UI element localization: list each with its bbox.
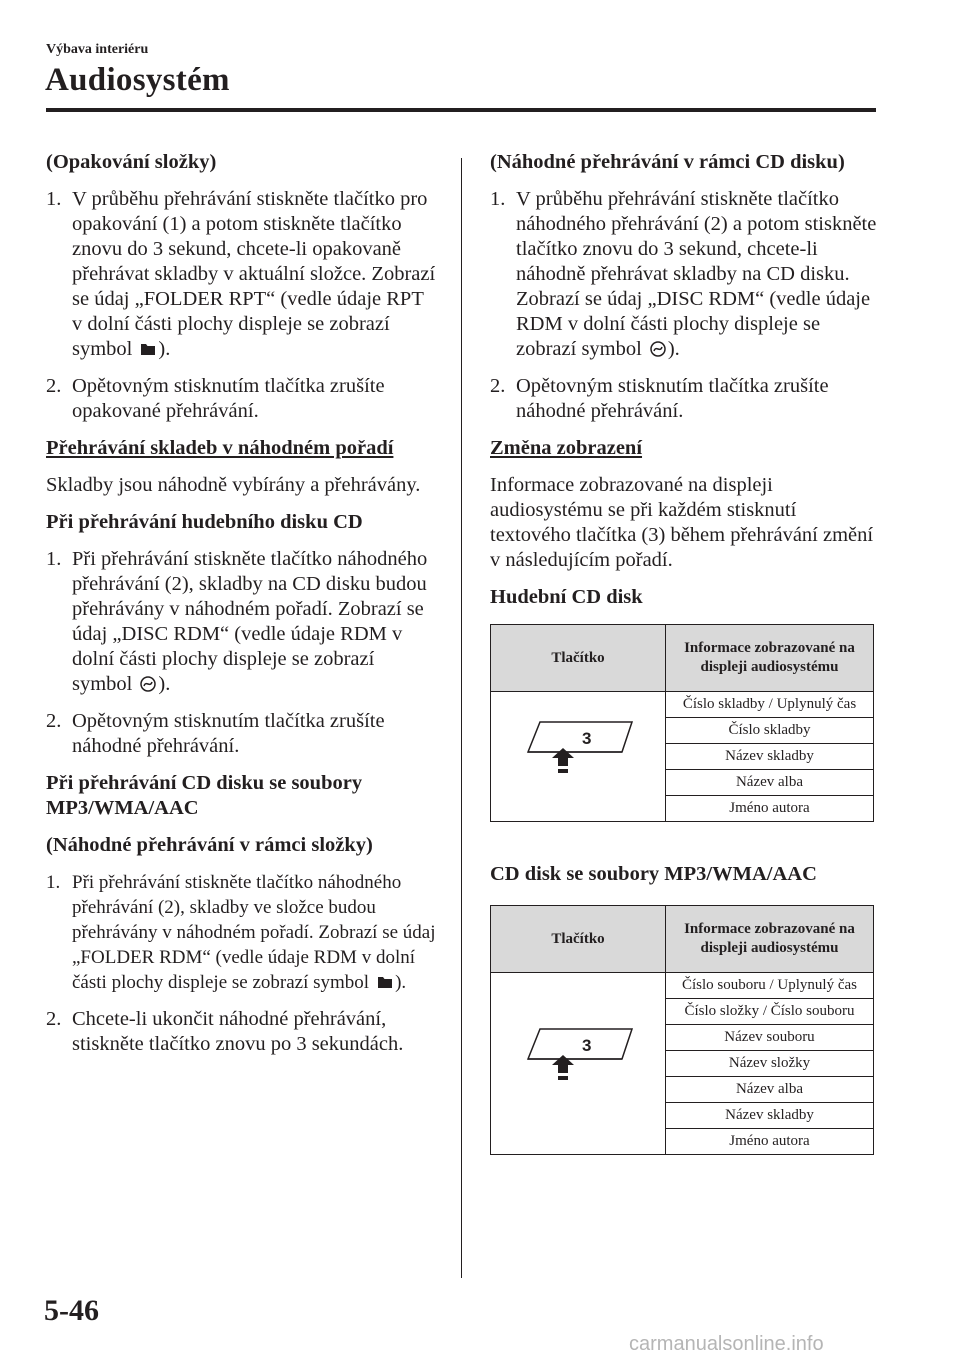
list-item (490, 187, 882, 362)
folder-icon (377, 974, 393, 990)
item-text: Při přehrávání stiskněte tlačítko náhodného přehrávání (2), skladby ve složce budou přehrávány v náhodném pořadí. Zobrazí se údaj „FOLDER RDM“ (vedle údaje RDM v dolní části plochy displeje se zobrazí symbol (72, 872, 436, 993)
table-cell: Číslo složky / Číslo souboru (666, 999, 874, 1025)
page-title: Audiosystém (45, 62, 230, 98)
list-item (46, 374, 438, 424)
list-item (46, 187, 438, 362)
heading-music-cd: Při přehrávání hudebního disku CD (46, 511, 363, 533)
table-cell: Název alba (666, 770, 874, 796)
table-header-info: Informace zobrazované na displeji audiosystému (666, 625, 874, 692)
item-number: 1. (46, 188, 62, 210)
left-column (46, 150, 438, 1069)
display-table-mp3-cd (490, 905, 874, 1155)
heading-folder-repeat: (Opakování složky) (46, 151, 217, 173)
watermark: carmanualsonline.info (629, 1333, 824, 1355)
item-text-end: ). (667, 338, 680, 360)
table-cell: Číslo skladby / Uplynulý čas (666, 692, 874, 718)
button-image-cell (491, 973, 666, 1155)
list-item (46, 709, 438, 759)
item-text: V průběhu přehrávání stiskněte tlačítko náhodného přehrávání (2) a potom stiskněte tlačítko znovu do 3 sekund, chcete-li náhodně přehrávat skladby na CD disku. Zobrazí se údaj „DISC RDM“ (vedle údaje RDM v dolní části plochy displeje se zobrazí symbol (516, 188, 877, 360)
item-text: Opětovným stisknutím tlačítka zrušíte náhodné přehrávání. (516, 375, 829, 422)
item-text: Chcete-li ukončit náhodné přehrávání, stiskněte tlačítko znovu po 3 sekundách. (72, 1008, 404, 1055)
item-number: 2. (490, 375, 506, 397)
right-column (490, 150, 882, 1155)
section-title: Výbava interiéru (46, 42, 149, 57)
item-number: 1. (46, 548, 62, 570)
table-cell: Název alba (666, 1077, 874, 1103)
table-cell: Název složky (666, 1051, 874, 1077)
item-number: 1. (490, 188, 506, 210)
item-text-end: ). (395, 972, 407, 993)
table-header-row (491, 625, 874, 692)
item-text: V průběhu přehrávání stiskněte tlačítko pro opakování (1) a potom stiskněte tlačítko znovu do 3 sekund, chcete-li opakovaně přehrávat skladby v aktuální složce. Zobrazí se údaj „FOLDER RPT“ (vedle údaje RPT v dolní části plochy displeje se zobrazí symbol (72, 188, 436, 360)
table-header-button: Tlačítko (491, 625, 666, 692)
text-button-3-illustration (518, 1021, 638, 1101)
table-header-info: Informace zobrazované na displeji audiosystému (666, 906, 874, 973)
column-divider (461, 158, 462, 1278)
heading-disc-random: (Náhodné přehrávání v rámci CD disku) (490, 151, 845, 173)
item-text: Opětovným stisknutím tlačítka zrušíte opakované přehrávání. (72, 375, 385, 422)
list-item (46, 1007, 438, 1057)
random-disc-icon (650, 341, 666, 357)
item-number: 2. (46, 1008, 62, 1030)
item-number: 2. (46, 375, 62, 397)
table-header-button: Tlačítko (491, 906, 666, 973)
button-label: 3 (582, 1035, 592, 1055)
table-cell: Jméno autora (666, 1129, 874, 1155)
table-cell: Jméno autora (666, 796, 874, 822)
item-text: Opětovným stisknutím tlačítka zrušíte náhodné přehrávání. (72, 710, 385, 757)
heading-mp3-cd: Při přehrávání CD disku se soubory MP3/WMA/AAC (46, 772, 363, 819)
paragraph: Skladby jsou náhodně vybírány a přehrávány. (46, 474, 421, 496)
heading-display-change: Změna zobrazení (490, 437, 643, 459)
text-button-3-illustration (518, 714, 638, 794)
item-text-end: ). (158, 673, 171, 695)
heading-random-play: Přehrávání skladeb v náhodném pořadí (46, 437, 394, 459)
button-image-cell (491, 692, 666, 822)
table-row (491, 692, 874, 718)
button-label: 3 (582, 728, 592, 748)
item-text-end: ). (158, 338, 171, 360)
table-row (491, 973, 874, 999)
list-item (46, 870, 438, 995)
table-cell: Název skladby (666, 744, 874, 770)
heading-mp3-cd-table: CD disk se soubory MP3/WMA/AAC (490, 863, 817, 885)
table-cell: Název souboru (666, 1025, 874, 1051)
list-item (46, 547, 438, 697)
item-number: 2. (46, 710, 62, 732)
heading-music-cd-table: Hudební CD disk (490, 586, 643, 608)
table-cell: Název skladby (666, 1103, 874, 1129)
display-table-music-cd (490, 624, 874, 822)
table-header-row (491, 906, 874, 973)
item-text: Při přehrávání stiskněte tlačítko náhodného přehrávání (2), skladby na CD disku budou přehrávány v náhodném pořadí. Zobrazí se údaj „DISC RDM“ (vedle údaje RDM v dolní části plochy displeje se zobrazí symbol (72, 548, 428, 695)
paragraph: Informace zobrazované na displeji audiosystému se při každém stisknutí textového tlačítka (3) během přehrávání změní v následujícím pořadí. (490, 474, 874, 571)
item-number: 1. (46, 872, 61, 893)
list-item (490, 374, 882, 424)
random-disc-icon (140, 676, 156, 692)
table-cell: Číslo skladby (666, 718, 874, 744)
folder-icon (140, 341, 156, 357)
title-rule (46, 108, 876, 112)
page-number: 5-46 (44, 1294, 99, 1327)
table-cell: Číslo souboru / Uplynulý čas (666, 973, 874, 999)
heading-folder-random: (Náhodné přehrávání v rámci složky) (46, 834, 373, 856)
